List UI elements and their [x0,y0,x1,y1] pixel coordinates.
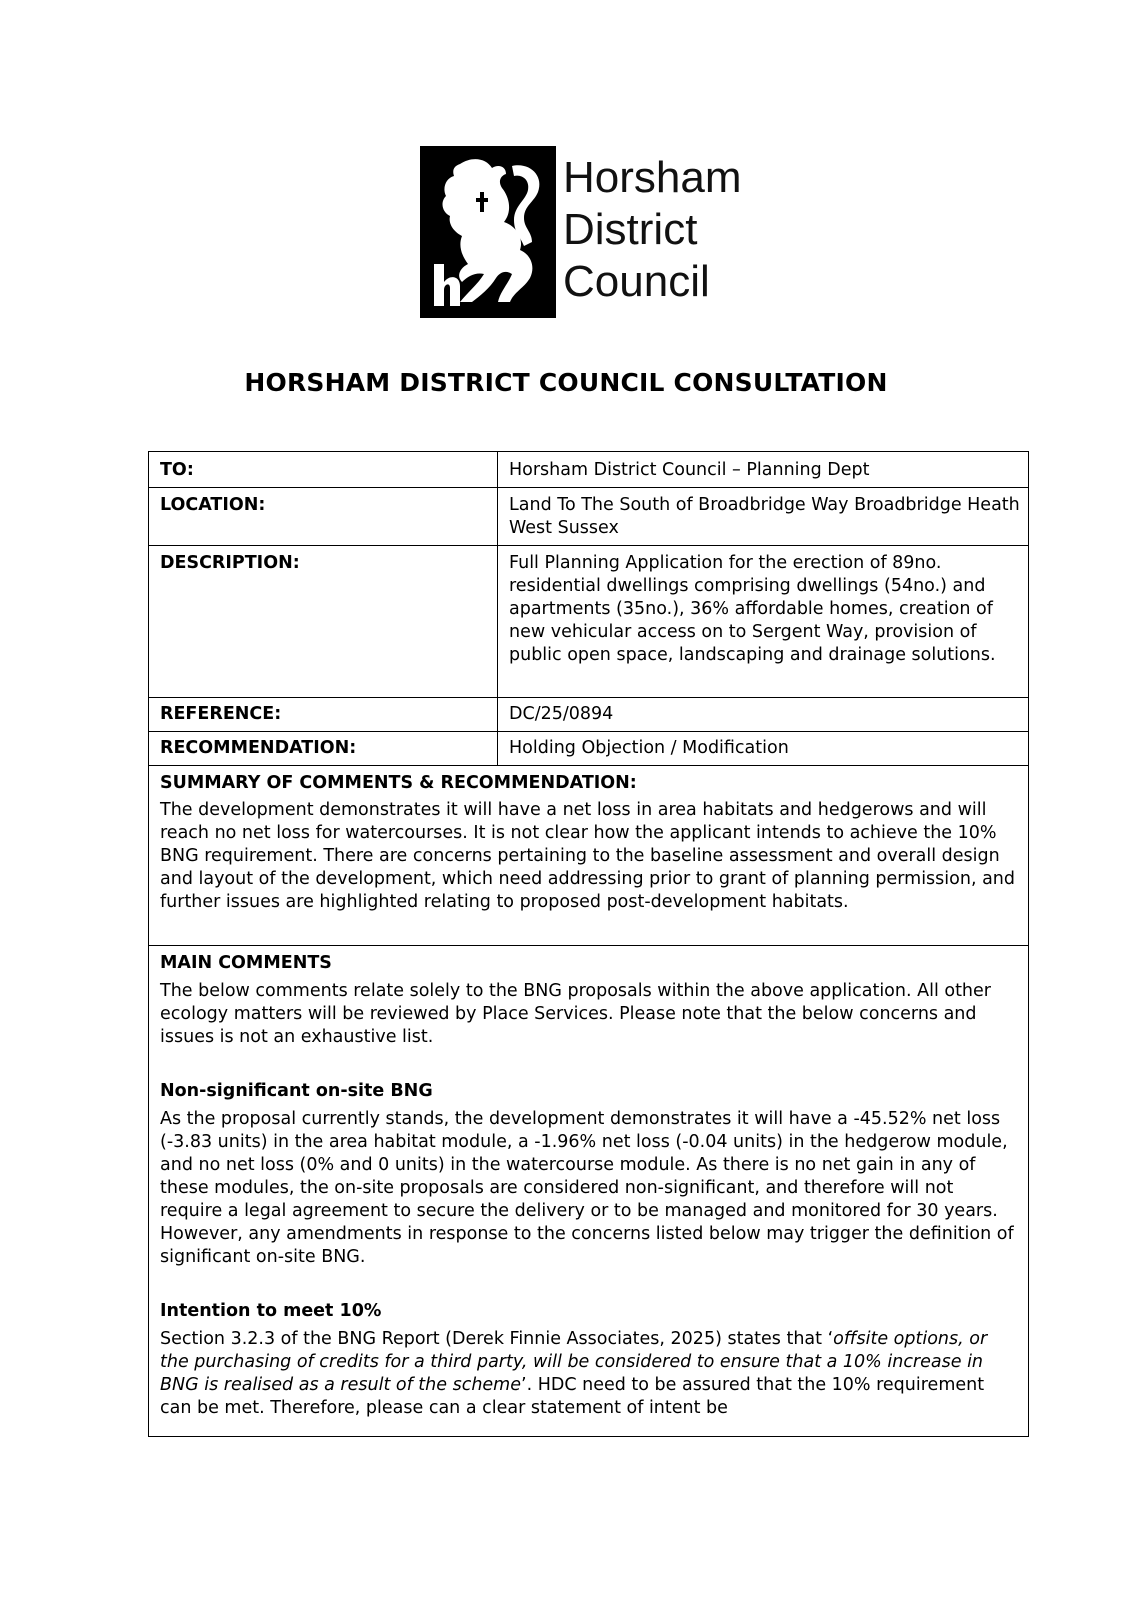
intent-body-end: ’. HDC need to be assured that the 10% requirement can be met. Therefore, please can a clear statement of intent be [160,1375,985,1418]
main-comments-section [160,952,1018,1420]
summary-body: The development demonstrates it will have a net loss in area habitats and hedgerows and will reach no net loss for watercourses. It is not clear how the applicant intends to achieve the 10% BNG requirement. There are concerns pertaining to the baseline assessment and overall design and layout of the development, which need addressing prior to grant of planning permission, and further issues are highlighted relating to proposed post-development habitats. [160,800,1015,912]
summary-section [160,772,1018,914]
logo-wordmark [563,152,742,308]
nonsig-heading: Non-significant on-site BNG [160,1081,433,1101]
row-to [149,452,1028,488]
main-comments-heading: MAIN COMMENTS [160,953,332,973]
page-title: HORSHAM DISTRICT COUNCIL CONSULTATION [244,368,888,397]
description-label: DESCRIPTION: [160,553,300,573]
consultation-table [148,451,1029,1437]
nonsig-body: As the proposal currently stands, the development demonstrates it will have a -45.52% net loss (-3.83 units) in the area habitat module, a -1.96% net loss (-0.04 units) in the hedgerow module, and no net loss (0% and 0 units) in the watercourse module. As there is no net gain in any of these modules, the on-site proposals are considered non-significant, and therefore will not require a legal agreement to secure the delivery or to be managed and monitored for 30 years. However, any amendments in response to the concerns listed below may trigger the definition of significant on-site BNG. [160,1109,1014,1267]
intent-heading: Intention to meet 10% [160,1301,382,1321]
reference-label: REFERENCE: [160,704,282,724]
recommendation-value: Holding Objection / Modification [509,738,789,758]
row-summary [149,766,1028,946]
main-comments-intro: The below comments relate solely to the BNG proposals within the above application. All other ecology matters will be reviewed by Place Services. Please note that the below concerns and issues is not an exhaustive list. [160,981,991,1047]
intent-body [160,1328,1018,1420]
row-location [149,488,1028,546]
row-description [149,546,1028,698]
row-recommendation [149,732,1028,766]
reference-value: DC/25/0894 [509,704,614,724]
location-value: Land To The South of Broadbridge Way Broadbridge Heath West Sussex [509,495,1020,538]
logo-line-1: Horsham [563,153,742,202]
logo-line-3: Council [563,257,710,306]
summary-heading: SUMMARY OF COMMENTS & RECOMMENDATION: [160,773,637,793]
description-value: Full Planning Application for the erection of 89no. residential dwellings comprising dwellings (54no.) and apartments (35no.), 36% affordable homes, creation of new vehicular access on to Sergent Way, provision of public open space, landscaping and drainage solutions. [509,553,996,665]
to-label: TO: [160,460,194,480]
recommendation-label: RECOMMENDATION: [160,738,357,758]
council-logo [420,146,750,318]
location-label: LOCATION: [160,495,266,515]
row-reference [149,698,1028,732]
to-value: Horsham District Council – Planning Dept [509,460,870,480]
logo-line-2: District [563,205,698,254]
intent-body-start: Section 3.2.3 of the BNG Report (Derek Finnie Associates, 2025) states that ‘ [160,1329,834,1349]
intent-quote: offsite options, or the purchasing of credits for a third party, will be considered to ensure that a 10% increase in BNG is realised as a result of the scheme [160,1329,988,1395]
lion-crest-emblem [420,146,556,318]
